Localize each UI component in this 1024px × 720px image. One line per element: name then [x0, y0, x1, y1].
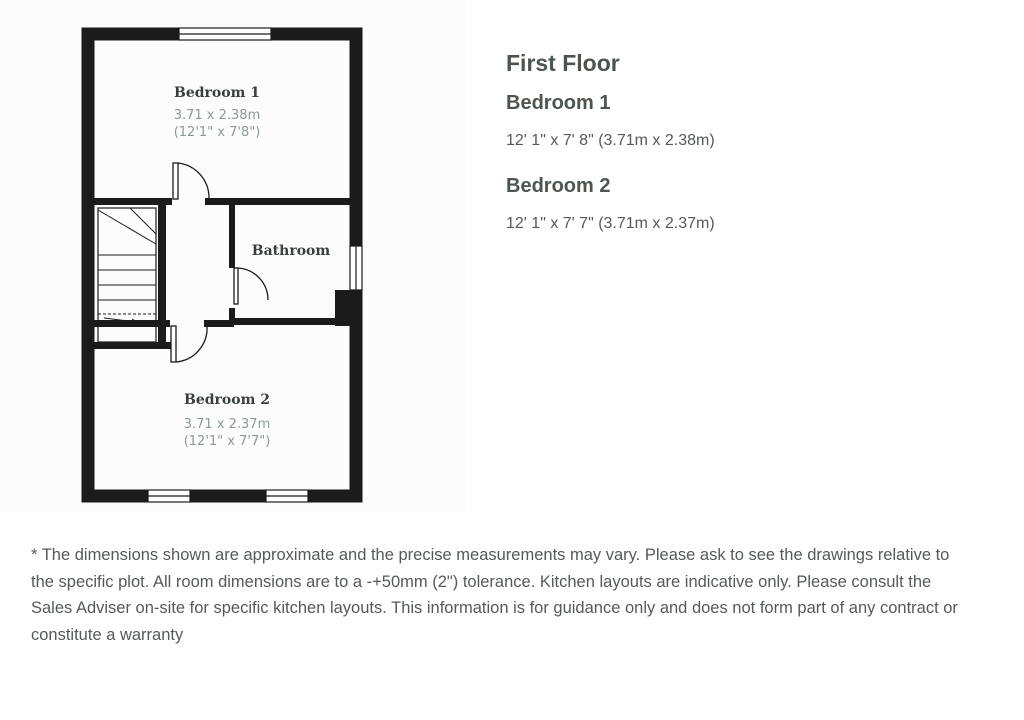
doors [171, 163, 268, 362]
door-bedroom-1 [173, 163, 178, 199]
bedroom-1-heading: Bedroom 1 [506, 92, 611, 114]
disclaimer-text: * The dimensions shown are approximate and the precise measurements may vary. Please ask to see the drawings relative to the specific plot. All room dimensions are to a -+50mm (2") tolerance. Kitchen layouts are indicative only. Please consult the Sales Adviser on-site for specific kitchen layouts. This information is for guidance only and does not form part of any contract or constitute a warranty [31, 546, 958, 644]
bedroom-1-metric: 3.71 x 2.38m [173, 108, 261, 123]
floor-title: First Floor [506, 50, 620, 76]
bedroom-1-imperial: (12'1" x 7'8") [173, 125, 261, 140]
bedroom-2-heading: Bedroom 2 [506, 175, 611, 197]
bathroom-label: Bathroom [251, 243, 331, 259]
bedroom-2-label: Bedroom 2 [183, 392, 271, 408]
door-bedroom-2 [171, 326, 176, 362]
bedroom-2-size: 12' 1" x 7' 7" (3.71m x 2.37m) [506, 215, 715, 232]
bedroom-1-size: 12' 1" x 7' 8" (3.71m x 2.38m) [506, 132, 715, 149]
floor-plan-panel [0, 0, 466, 512]
bedroom-1-label: Bedroom 1 [173, 85, 261, 101]
bedroom-2-imperial: (12'1" x 7'7") [183, 434, 271, 449]
interior-walls [94, 198, 350, 349]
bedroom-2-metric: 3.71 x 2.37m [183, 417, 271, 432]
floor-plan-drawing [0, 0, 466, 512]
